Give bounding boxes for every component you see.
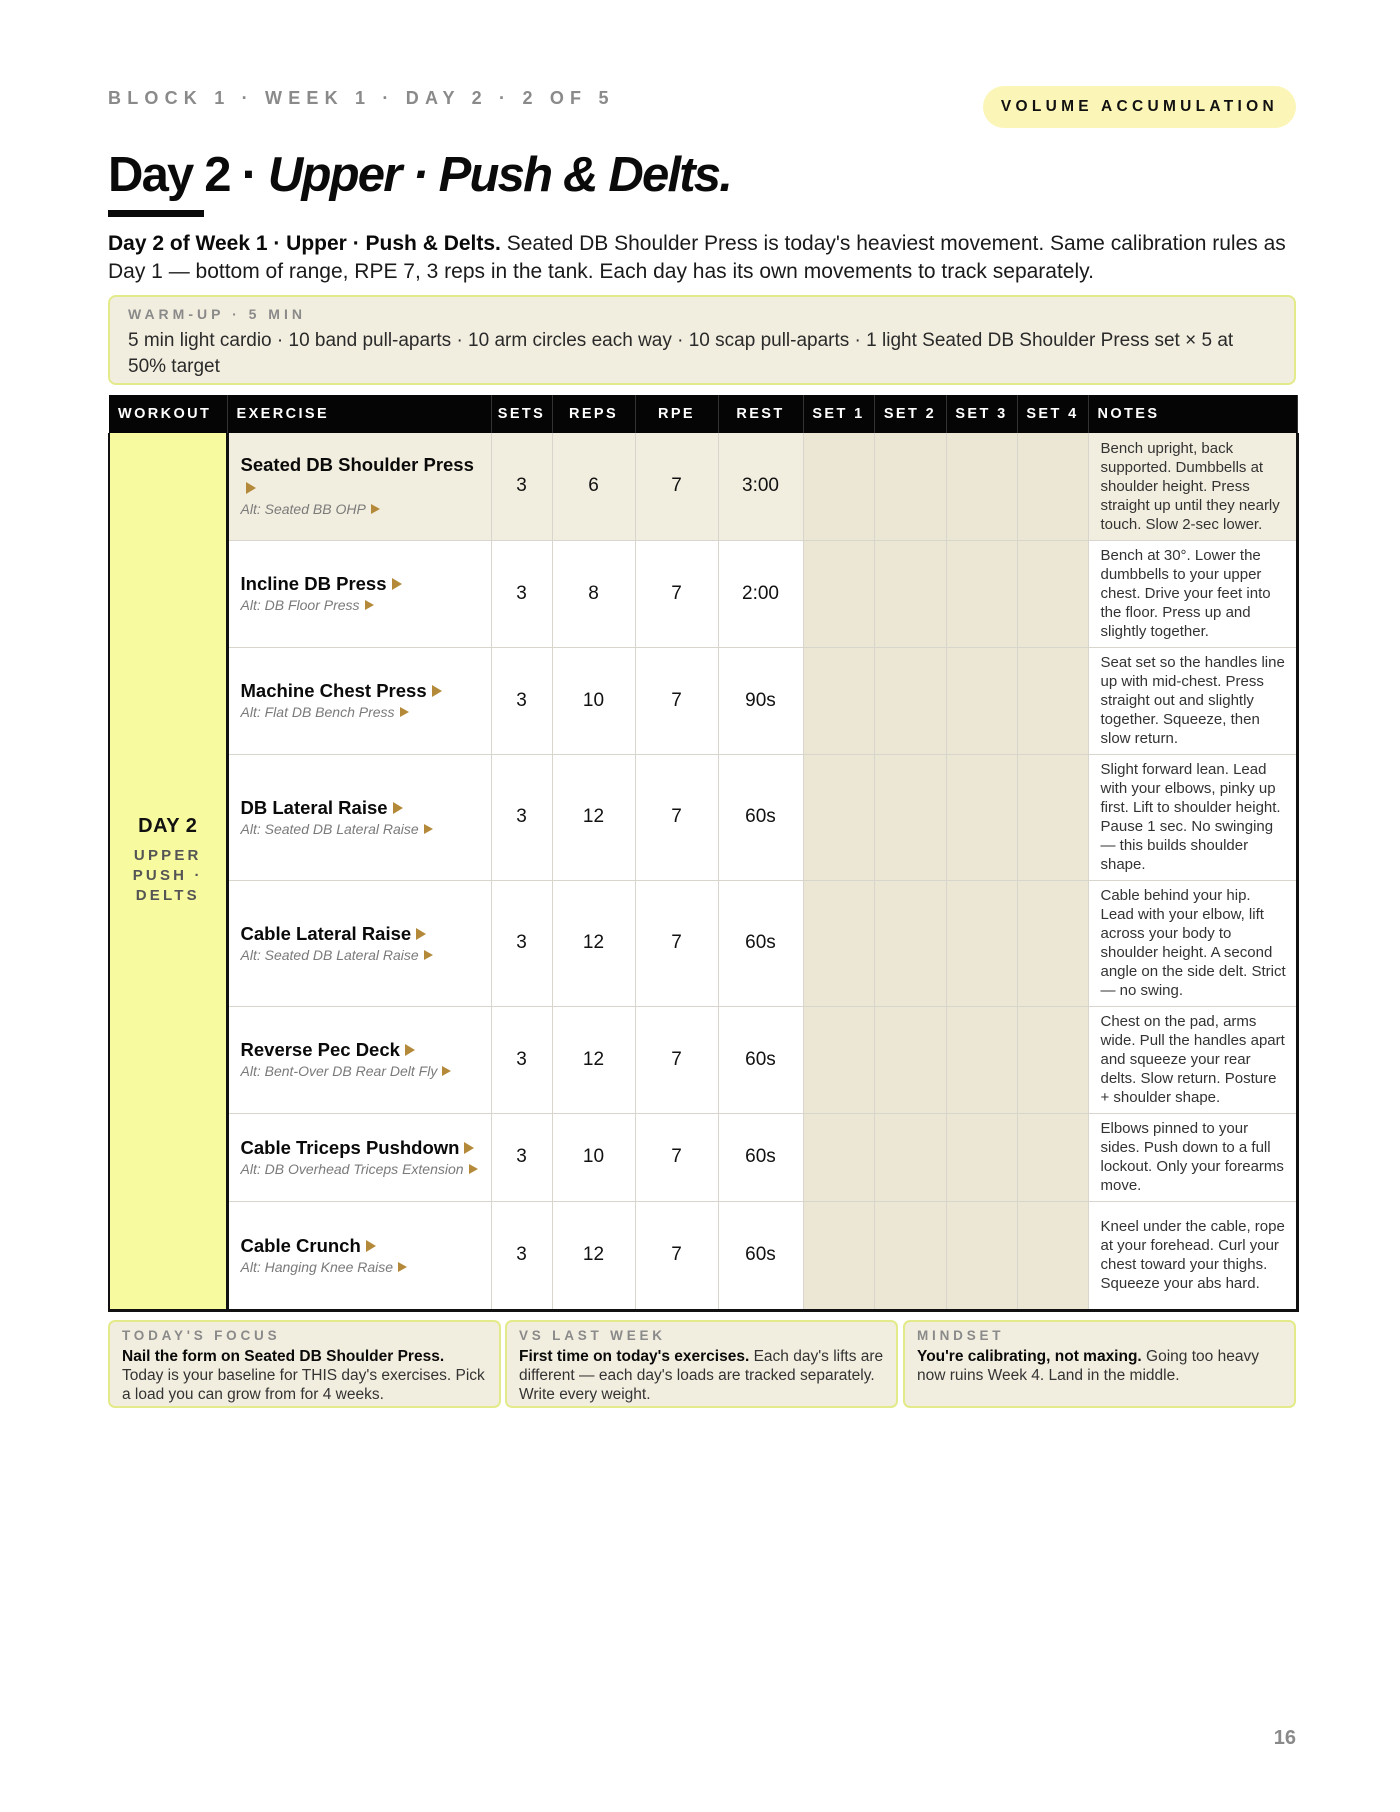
sets-value: 3 xyxy=(491,1201,552,1310)
set1-log-cell[interactable] xyxy=(803,880,874,1006)
rest-value: 2:00 xyxy=(718,540,803,647)
col-header-workout: WORKOUT xyxy=(109,395,227,433)
notes-cell: Slight forward lean. Lead with your elbows, pinky up first. Lift to shoulder height. Pause 1 sec. No swinging — this builds shoulder shape. xyxy=(1088,754,1297,880)
col-header-rpe: RPE xyxy=(635,395,718,433)
focus-card-body: Today is your baseline for THIS day's exercises. Pick a load you can grow from for 4 weeks. xyxy=(122,1367,485,1403)
reps-value: 12 xyxy=(552,880,635,1006)
play-alt-video-icon[interactable] xyxy=(424,950,433,960)
notes-cell: Elbows pinned to your sides. Push down to a full lockout. Only your forearms move. xyxy=(1088,1113,1297,1201)
play-video-icon[interactable] xyxy=(405,1044,415,1056)
rest-value: 90s xyxy=(718,647,803,754)
reps-value: 10 xyxy=(552,647,635,754)
set2-log-cell[interactable] xyxy=(874,1201,946,1310)
sets-value: 3 xyxy=(491,540,552,647)
vs-last-week-label: VS LAST WEEK xyxy=(519,1328,666,1343)
intro-text: Seated DB Shoulder Press is today's heaviest movement. Same calibration rules as Day 1 — bottom of range, RPE 7, 3 reps in the tank. Each day has its own movements to track separately. xyxy=(108,232,1286,283)
mindset-bold: You're calibrating, not maxing. xyxy=(917,1348,1142,1365)
exercise-alt-text: Alt: Seated BB OHP xyxy=(240,501,366,518)
exercise-alt-text: Alt: Flat DB Bench Press xyxy=(240,704,395,720)
rest-value: 60s xyxy=(718,880,803,1006)
warmup-box xyxy=(108,295,1296,385)
vs-last-week-body: Each day's lifts are different — each day's loads are tracked separately. Write every weight. xyxy=(519,1348,884,1403)
title-underline xyxy=(108,210,204,217)
set2-log-cell[interactable] xyxy=(874,754,946,880)
rest-value: 60s xyxy=(718,1006,803,1113)
table-row xyxy=(109,754,1297,880)
rpe-value: 7 xyxy=(635,880,718,1006)
exercise-name-text: Incline DB Press xyxy=(240,573,387,594)
col-header-reps: REPS xyxy=(552,395,635,433)
set4-log-cell[interactable] xyxy=(1017,1113,1088,1201)
notes-cell: Kneel under the cable, rope at your forehead. Curl your chest toward your thighs. Squeeze your abs hard. xyxy=(1088,1201,1297,1310)
set4-log-cell[interactable] xyxy=(1017,754,1088,880)
exercise-name xyxy=(241,453,481,499)
exercise-name xyxy=(241,1038,481,1061)
set2-log-cell[interactable] xyxy=(874,540,946,647)
warmup-text: 5 min light cardio · 10 band pull-aparts · 10 arm circles each way · 10 scap pull-aparts · 1 light Seated DB Shoulder Press set × 5 at 50% target xyxy=(128,330,1234,377)
table-row xyxy=(109,433,1297,540)
play-video-icon[interactable] xyxy=(246,482,256,494)
summary-cards xyxy=(108,1320,1296,1408)
notes-cell: Seat set so the handles line up with mid-chest. Press straight out and slightly together. Squeeze, then slow return. xyxy=(1088,647,1297,754)
exercise-cell xyxy=(227,754,491,880)
set2-log-cell[interactable] xyxy=(874,433,946,540)
reps-value: 8 xyxy=(552,540,635,647)
col-header-notes: NOTES xyxy=(1088,395,1297,433)
play-alt-video-icon[interactable] xyxy=(398,1262,407,1272)
exercise-alt xyxy=(241,1062,481,1081)
notes-cell: Bench at 30°. Lower the dumbbells to your upper chest. Drive your feet into the floor. Press up and slightly together. xyxy=(1088,540,1297,647)
set1-log-cell[interactable] xyxy=(803,433,874,540)
page-title xyxy=(108,147,731,203)
col-header-set4: SET 4 xyxy=(1017,395,1088,433)
breadcrumb: BLOCK 1 · WEEK 1 · DAY 2 · 2 OF 5 xyxy=(108,88,615,108)
exercise-alt-text: Alt: Seated DB Lateral Raise xyxy=(240,946,419,963)
workout-day-subtitle xyxy=(110,846,226,906)
rpe-value: 7 xyxy=(635,1113,718,1201)
rpe-value: 7 xyxy=(635,1201,718,1310)
col-header-set2: SET 2 xyxy=(874,395,946,433)
reps-value: 6 xyxy=(552,433,635,540)
rest-value: 60s xyxy=(718,754,803,880)
exercise-cell xyxy=(227,880,491,1006)
set4-log-cell[interactable] xyxy=(1017,540,1088,647)
set1-log-cell[interactable] xyxy=(803,754,874,880)
col-header-set1: SET 1 xyxy=(803,395,874,433)
mindset-card xyxy=(903,1320,1296,1408)
set2-log-cell[interactable] xyxy=(874,1006,946,1113)
exercise-alt-text: Alt: Bent-Over DB Rear Delt Fly xyxy=(240,1063,438,1079)
vs-last-week-card xyxy=(505,1320,898,1408)
rest-value: 60s xyxy=(718,1201,803,1310)
col-header-sets: SETS xyxy=(491,395,552,433)
exercise-alt xyxy=(241,820,481,839)
set2-log-cell[interactable] xyxy=(874,647,946,754)
exercise-name-text: Machine Chest Press xyxy=(240,680,427,701)
exercise-alt-text: Alt: Seated DB Lateral Raise xyxy=(240,820,419,837)
exercise-cell xyxy=(227,647,491,754)
exercise-alt xyxy=(241,596,481,615)
title-lead: Day 2 · xyxy=(108,148,268,202)
set4-log-cell[interactable] xyxy=(1017,647,1088,754)
notes-cell: Bench upright, back supported. Dumbbells at shoulder height. Press straight up until they nearly touch. Slow 2-sec lower. xyxy=(1088,433,1297,540)
exercise-alt xyxy=(241,1160,481,1179)
set3-log-cell[interactable] xyxy=(946,754,1017,880)
rpe-value: 7 xyxy=(635,433,718,540)
set1-log-cell[interactable] xyxy=(803,540,874,647)
play-alt-video-icon[interactable] xyxy=(442,1066,451,1076)
play-alt-video-icon[interactable] xyxy=(469,1164,478,1174)
exercise-cell xyxy=(227,540,491,647)
play-video-icon[interactable] xyxy=(392,578,402,590)
workout-day-line2: PUSH · xyxy=(132,867,203,885)
exercise-alt xyxy=(241,703,481,722)
workout-day-line1: UPPER xyxy=(133,847,202,865)
workout-day-line3: DELTS xyxy=(135,887,200,905)
exercise-alt-text: Alt: DB Floor Press xyxy=(240,597,360,613)
notes-cell: Cable behind your hip. Lead with your elbow, lift across your body to shoulder height. A second angle on the side delt. Strict — no swing. xyxy=(1088,880,1297,1006)
exercise-name-text: Reverse Pec Deck xyxy=(240,1039,400,1060)
workout-day-title: DAY 2 xyxy=(138,815,198,838)
set3-log-cell[interactable] xyxy=(946,1006,1017,1113)
exercise-name xyxy=(241,922,481,945)
col-header-rest: REST xyxy=(718,395,803,433)
rpe-value: 7 xyxy=(635,540,718,647)
set3-log-cell[interactable] xyxy=(946,540,1017,647)
exercise-alt-text: Alt: DB Overhead Triceps Extension xyxy=(240,1160,464,1177)
focus-card-label: TODAY'S FOCUS xyxy=(122,1328,281,1343)
set4-log-cell[interactable] xyxy=(1017,1006,1088,1113)
exercise-name xyxy=(241,679,481,702)
set3-log-cell[interactable] xyxy=(946,880,1017,1006)
set3-log-cell[interactable] xyxy=(946,433,1017,540)
set4-log-cell[interactable] xyxy=(1017,880,1088,1006)
workout-table xyxy=(108,395,1299,1312)
exercise-cell xyxy=(227,1201,491,1310)
play-alt-video-icon[interactable] xyxy=(400,707,409,717)
mindset-body: Going too heavy now ruins Week 4. Land in the middle. xyxy=(917,1348,1259,1384)
exercise-cell xyxy=(227,433,491,540)
rest-value: 3:00 xyxy=(718,433,803,540)
table-row xyxy=(109,540,1297,647)
table-row xyxy=(109,1113,1297,1201)
reps-value: 12 xyxy=(552,1006,635,1113)
play-video-icon[interactable] xyxy=(432,685,442,697)
table-header-row xyxy=(109,395,1297,433)
reps-value: 10 xyxy=(552,1113,635,1201)
play-alt-video-icon[interactable] xyxy=(371,504,380,514)
exercise-name-text: Seated DB Shoulder Press xyxy=(240,454,474,476)
mindset-label: MINDSET xyxy=(917,1328,1005,1343)
sets-value: 3 xyxy=(491,647,552,754)
table-row xyxy=(109,1201,1297,1310)
vs-last-week-bold: First time on today's exercises. xyxy=(519,1348,750,1365)
set4-log-cell[interactable] xyxy=(1017,433,1088,540)
exercise-alt xyxy=(241,500,481,519)
col-header-exercise: EXERCISE xyxy=(227,395,491,433)
table-row xyxy=(109,647,1297,754)
reps-value: 12 xyxy=(552,1201,635,1310)
play-alt-video-icon[interactable] xyxy=(365,600,374,610)
focus-card xyxy=(108,1320,501,1408)
play-video-icon[interactable] xyxy=(393,802,403,814)
phase-badge: VOLUME ACCUMULATION xyxy=(983,86,1296,128)
set1-log-cell[interactable] xyxy=(803,1113,874,1201)
exercise-name-text: Cable Lateral Raise xyxy=(240,922,412,944)
exercise-cell xyxy=(227,1006,491,1113)
col-header-set3: SET 3 xyxy=(946,395,1017,433)
rpe-value: 7 xyxy=(635,754,718,880)
top-bar xyxy=(108,86,1296,132)
warmup-label: WARM-UP · 5 MIN xyxy=(128,306,306,322)
table-row xyxy=(109,1006,1297,1113)
sets-value: 3 xyxy=(491,433,552,540)
play-video-icon[interactable] xyxy=(464,1142,474,1154)
rpe-value: 7 xyxy=(635,647,718,754)
exercise-name xyxy=(241,1234,481,1257)
rest-value: 60s xyxy=(718,1113,803,1201)
workout-day-cell xyxy=(109,433,227,1310)
reps-value: 12 xyxy=(552,754,635,880)
workout-table-wrapper xyxy=(108,395,1296,1312)
exercise-name xyxy=(241,1136,481,1159)
sets-value: 3 xyxy=(491,754,552,880)
exercise-name-text: DB Lateral Raise xyxy=(240,796,388,818)
title-emphasis: Upper · Push & Delts. xyxy=(267,148,732,202)
focus-card-text xyxy=(122,1347,487,1404)
play-video-icon[interactable] xyxy=(366,1240,376,1252)
exercise-alt-text: Alt: Hanging Knee Raise xyxy=(240,1258,394,1275)
table-row xyxy=(109,880,1297,1006)
set2-log-cell[interactable] xyxy=(874,880,946,1006)
set4-log-cell[interactable] xyxy=(1017,1201,1088,1310)
exercise-name xyxy=(241,796,481,819)
exercise-cell xyxy=(227,1113,491,1201)
rpe-value: 7 xyxy=(635,1006,718,1113)
exercise-alt xyxy=(241,1258,481,1277)
set1-log-cell[interactable] xyxy=(803,1201,874,1310)
exercise-name xyxy=(241,572,481,595)
intro-paragraph xyxy=(108,230,1296,286)
set3-log-cell[interactable] xyxy=(946,1201,1017,1310)
sets-value: 3 xyxy=(491,1113,552,1201)
sets-value: 3 xyxy=(491,1006,552,1113)
set1-log-cell[interactable] xyxy=(803,647,874,754)
notes-cell: Chest on the pad, arms wide. Pull the handles apart and squeeze your rear delts. Slow return. Posture + shoulder shape. xyxy=(1088,1006,1297,1113)
set3-log-cell[interactable] xyxy=(946,1113,1017,1201)
sets-value: 3 xyxy=(491,880,552,1006)
page-number: 16 xyxy=(1273,1727,1296,1749)
vs-last-week-text xyxy=(519,1347,884,1404)
intro-bold: Day 2 of Week 1 · Upper · Push & Delts. xyxy=(108,232,501,255)
set3-log-cell[interactable] xyxy=(946,647,1017,754)
play-alt-video-icon[interactable] xyxy=(424,824,433,834)
set1-log-cell[interactable] xyxy=(803,1006,874,1113)
focus-card-bold: Nail the form on Seated DB Shoulder Press. xyxy=(122,1348,445,1365)
play-video-icon[interactable] xyxy=(416,928,426,940)
exercise-alt xyxy=(241,946,481,965)
set2-log-cell[interactable] xyxy=(874,1113,946,1201)
mindset-text xyxy=(917,1347,1282,1385)
exercise-name-text: Cable Crunch xyxy=(240,1234,361,1256)
exercise-name-text: Cable Triceps Pushdown xyxy=(240,1136,460,1158)
